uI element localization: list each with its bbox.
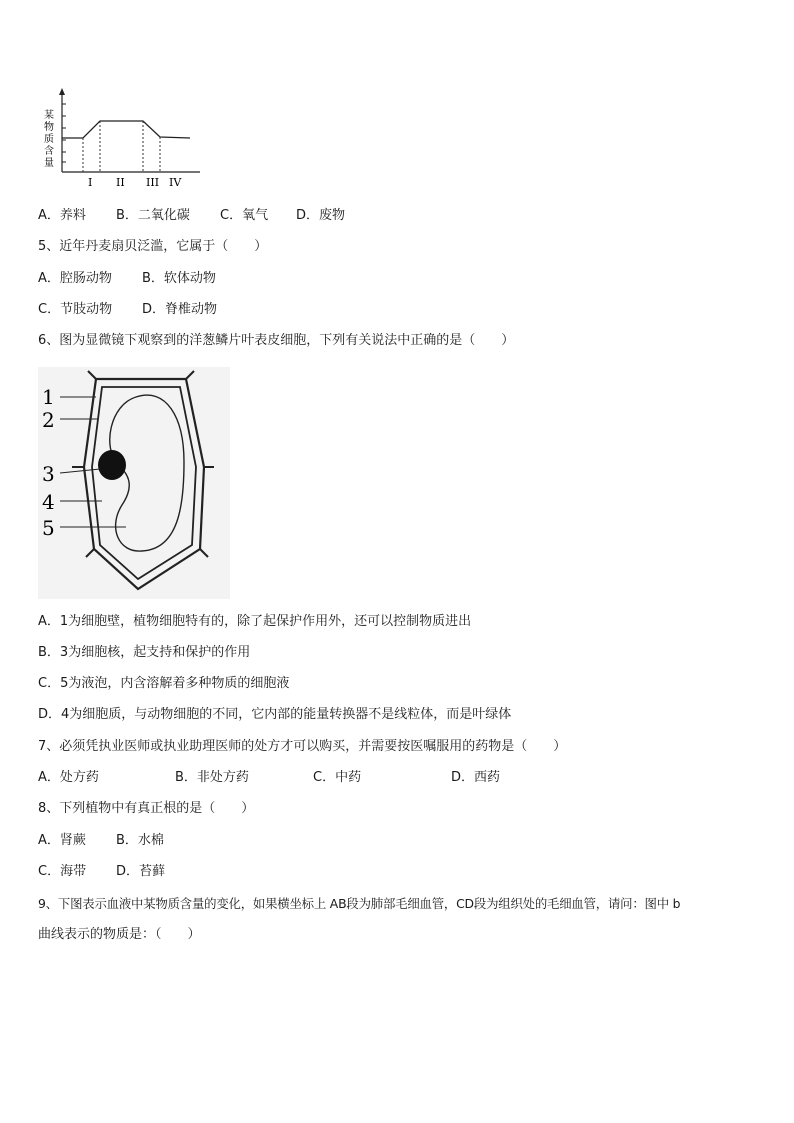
q8-option-d[interactable]: D．苔藓 [116, 864, 166, 879]
q8-option-a[interactable]: A．肾蕨 [38, 833, 86, 848]
q5-option-a[interactable]: A．腔肠动物 [38, 271, 112, 286]
q6-option-c[interactable]: C．5为液泡，内含溶解着多种物质的细胞液 [38, 676, 290, 691]
onion-cell-figure [38, 367, 230, 599]
q7-stem: 7、必须凭执业医师或执业助理医师的处方才可以购买，并需要按医嘱服用的药物是（ ） [38, 739, 567, 754]
q6-option-b[interactable]: B．3为细胞核，起支持和保护的作用 [38, 645, 251, 660]
q4-option-b[interactable]: B．二氧化碳 [116, 208, 190, 223]
q7-option-a[interactable]: A．处方药 [38, 770, 99, 785]
cell-label-4: 4 [42, 490, 55, 514]
q8-option-c[interactable]: C．海带 [38, 864, 87, 879]
q8-option-b[interactable]: B．水棉 [116, 833, 164, 848]
y-axis-char: 含 [44, 146, 54, 157]
cell-label-1: 1 [42, 385, 55, 409]
cell-label-2: 2 [42, 408, 55, 432]
x-label: II [116, 176, 125, 189]
q9-stem-line2: 曲线表示的物质是：（ ） [38, 927, 201, 942]
cell-label-3: 3 [42, 462, 55, 486]
q5-option-b[interactable]: B．软体动物 [142, 271, 216, 286]
q7-option-b[interactable]: B．非处方药 [175, 770, 249, 785]
q6-option-a[interactable]: A．1为细胞壁，植物细胞特有的，除了起保护作用外，还可以控制物质进出 [38, 614, 472, 629]
q4-option-a[interactable]: A．养料 [38, 208, 86, 223]
q7-option-d[interactable]: D．西药 [451, 770, 501, 785]
q5-option-d[interactable]: D．脊椎动物 [142, 302, 218, 317]
y-axis-arrow [59, 88, 65, 95]
q4-option-d[interactable]: D．废物 [296, 208, 346, 223]
q5-stem: 5、近年丹麦扇贝泛滥，它属于（ ） [38, 239, 268, 254]
y-axis-char: 质 [44, 134, 54, 145]
y-axis-char: 物 [44, 122, 54, 133]
content-curve [62, 121, 190, 138]
q6-stem: 6、图为显微镜下观察到的洋葱鳞片叶表皮细胞，下列有关说法中正确的是（ ） [38, 333, 515, 348]
y-axis-char: 某 [44, 110, 54, 121]
q6-option-d[interactable]: D．4为细胞质，与动物细胞的不同，它内部的能量转换器不是线粒体，而是叶绿体 [38, 707, 512, 722]
x-label: III [146, 176, 160, 189]
x-label: I [88, 176, 93, 189]
q4-option-c[interactable]: C．氧气 [220, 208, 269, 223]
q9-stem-line1: 9、下图表示血液中某物质含量的变化，如果横坐标上 AB段为肺部毛细血管，CD段为组织处的毛细血管，请问：图中 b [38, 896, 681, 911]
q5-option-c[interactable]: C．节肢动物 [38, 302, 113, 317]
y-axis-char: 量 [44, 158, 54, 169]
cell-label-5: 5 [42, 516, 55, 540]
cell-wall-outer [84, 379, 204, 589]
q8-stem: 8、下列植物中有真正根的是（ ） [38, 801, 255, 816]
x-label: IV [169, 176, 182, 189]
q7-option-c[interactable]: C．中药 [313, 770, 362, 785]
nucleus [98, 450, 126, 480]
substance-content-graph [38, 84, 208, 194]
